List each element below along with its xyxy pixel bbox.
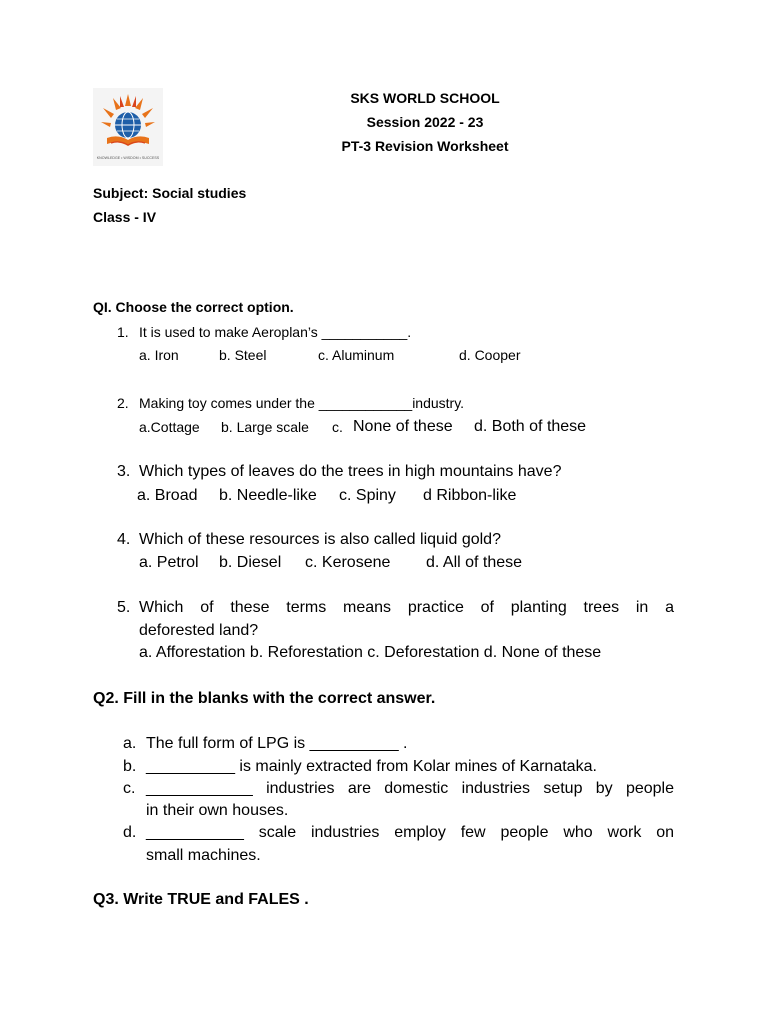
q1-item-2-option-b: b. Large scale (221, 419, 309, 435)
school-name: SKS WORLD SCHOOL (350, 90, 500, 106)
q1-item-5-question-line2: deforested land? (139, 622, 259, 639)
q1-item-1-option-a: a. Iron (139, 347, 179, 363)
q1-item-2-number: 2. (117, 395, 129, 411)
worksheet-title: PT-3 Revision Worksheet (341, 138, 509, 154)
q2-item-c-text-line1: ____________ industries are domestic industries setup by people (146, 780, 674, 797)
q1-item-2-option-a: a.Cottage (139, 419, 200, 435)
q1-item-5-number: 5. (117, 599, 131, 616)
q1-item-2-option-c: None of these (353, 418, 453, 435)
q1-item-3-number: 3. (117, 463, 131, 480)
q1-item-1-option-c: c. Aluminum (318, 347, 395, 363)
q1-heading: QI. Choose the correct option. (93, 299, 294, 315)
q1-item-4-question: Which of these resources is also called liquid gold? (139, 531, 501, 548)
q1-item-2-question: Making toy comes under the ____________industry. (139, 395, 465, 411)
q2-item-b-text: __________ is mainly extracted from Kolar mines of Karnataka. (146, 758, 597, 775)
q2-item-d-text-line1: ___________ scale industries employ few people who work on (146, 824, 674, 841)
q1-item-4-option-b: b. Diesel (219, 554, 282, 571)
school-logo (93, 88, 163, 166)
q1-item-5-options: a. Afforestation b. Reforestation c. Deforestation d. None of these (139, 644, 602, 661)
class-label: Class - IV (93, 209, 157, 225)
q3-heading: Q3. Write TRUE and FALES . (93, 891, 309, 908)
q1-item-2-option-d: d. Both of these (474, 418, 587, 435)
q1-item-3-option-b: b. Needle-like (219, 487, 317, 504)
q2-item-c-label: c. (123, 780, 136, 797)
q1-item-1-number: 1. (117, 324, 129, 340)
q2-item-b-label: b. (123, 758, 137, 775)
q1-item-1-option-b: b. Steel (219, 347, 267, 363)
q1-item-2-option-c-label: c. (332, 419, 343, 435)
q1-item-4-option-a: a. Petrol (139, 554, 199, 571)
q1-item-1-option-d: d. Cooper (459, 347, 521, 363)
q2-item-d-label: d. (123, 824, 137, 841)
session-title: Session 2022 - 23 (366, 114, 484, 130)
q1-item-5-question-line1: Which of these terms means practice of planting trees in a (139, 599, 674, 616)
svg-text:KNOWLEDGE • WISDOM • SUCCESS: KNOWLEDGE • WISDOM • SUCCESS (96, 156, 160, 160)
q1-item-3-question: Which types of leaves do the trees in high mountains have? (139, 463, 562, 480)
q1-item-3-option-a: a. Broad (137, 487, 198, 504)
q1-item-4-option-c: c. Kerosene (305, 554, 391, 571)
logo-emblem-icon (93, 88, 163, 166)
q1-item-4-option-d: d. All of these (426, 554, 523, 571)
q2-item-a-text: The full form of LPG is __________ . (146, 735, 408, 752)
q2-item-a-label: a. (123, 735, 137, 752)
q1-item-1-question: It is used to make Aeroplan’s ___________. (139, 324, 412, 340)
q1-item-4-number: 4. (117, 531, 131, 548)
q2-heading: Q2. Fill in the blanks with the correct answer. (93, 690, 436, 707)
q1-item-3-option-c: c. Spiny (339, 487, 396, 504)
q1-item-3-option-d: d Ribbon-like (423, 487, 517, 504)
subject-label: Subject: Social studies (93, 185, 247, 201)
q2-item-c-text-line2: in their own houses. (146, 802, 289, 819)
q2-item-d-text-line2: small machines. (146, 847, 261, 864)
